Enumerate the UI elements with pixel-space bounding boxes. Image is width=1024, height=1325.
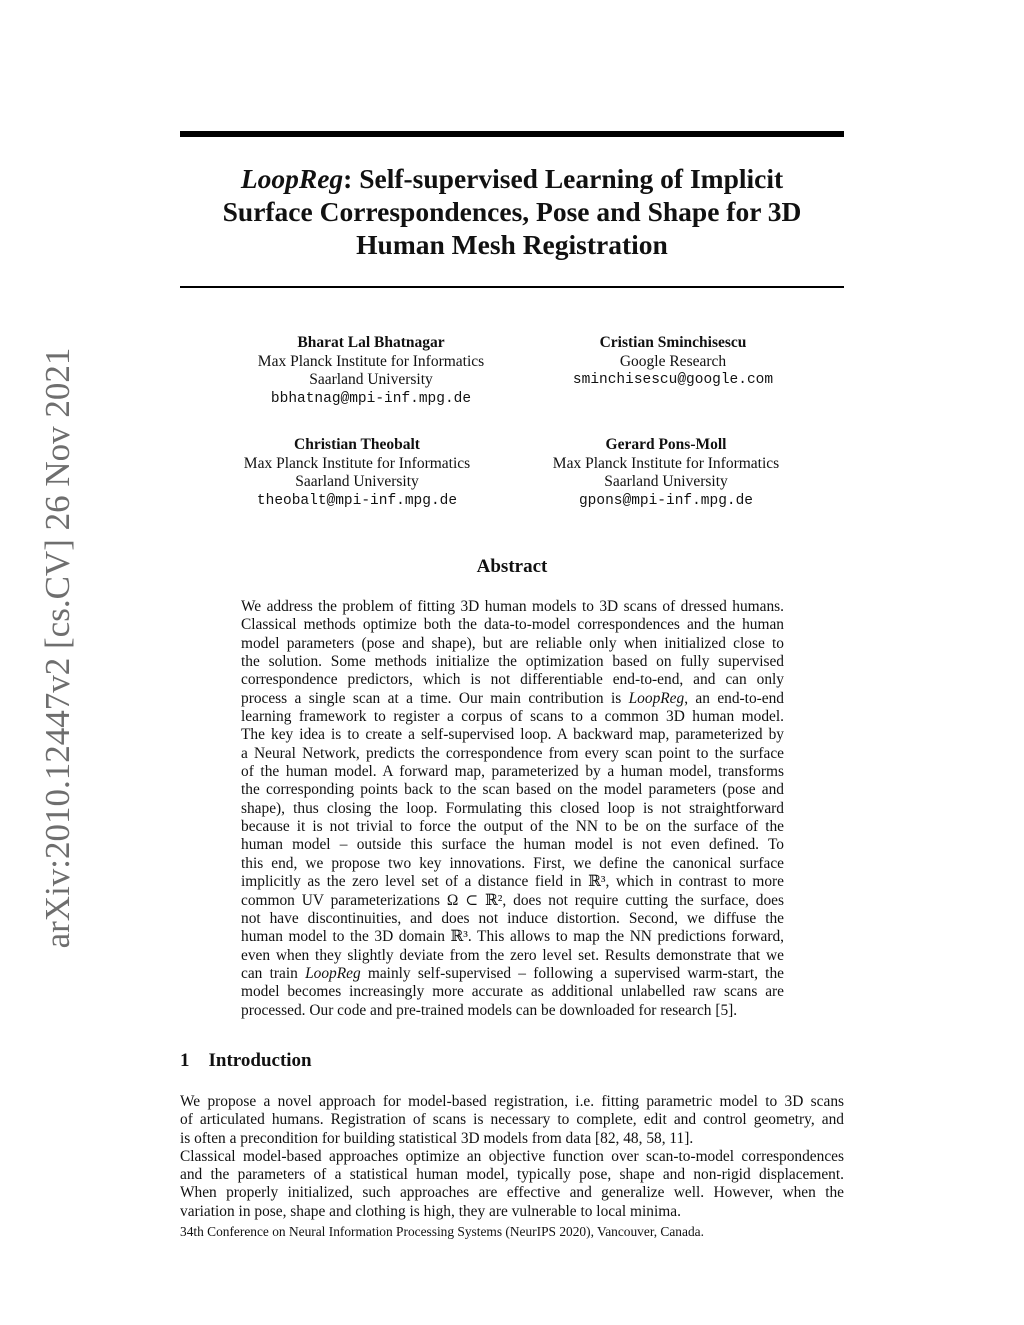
author-name: Cristian Sminchisescu [599, 334, 747, 351]
author-email: bbhatnag@mpi-inf.mpg.de [270, 390, 472, 407]
title-line-1-rest: : Self-supervised Learning of Implicit [343, 163, 784, 194]
abstract-line: shape), thus closing the loop. Formulating this closed loop is not straightforward [241, 799, 784, 817]
abstract-line: the corresponding points back to the scan based on the model parameters (pose and [241, 781, 784, 799]
conference-footnote: 34th Conference on Neural Information Processing Systems (NeurIPS 2020), Vancouver, Canada. [180, 1224, 704, 1239]
intro-line: Classical model-based approaches optimize an objective function over scan-to-model correspondences [180, 1147, 844, 1165]
intro-line: When properly initialized, such approaches are effective and generalize well. However, when the [180, 1184, 844, 1202]
abstract-text: , an end-to-end [684, 689, 784, 707]
abstract-body [241, 598, 784, 1020]
abstract-line: model parameters (pose and shape), but are reliable only when initialized close to [241, 634, 784, 652]
author-affiliation: Saarland University [309, 371, 433, 388]
abstract-line [241, 892, 784, 910]
abstract-line: The key idea is to create a self-supervised loop. A backward map, parameterized by [241, 726, 784, 744]
abstract-text: process a single scan at a time. Our main contribution is [241, 689, 622, 707]
abstract-line [241, 873, 784, 891]
abstract-line: model becomes increasingly more accurate as additional unlabelled raw scans are [241, 983, 784, 1001]
abstract-line [241, 928, 784, 946]
author-email: gpons@mpi-inf.mpg.de [578, 492, 754, 509]
math-expression: ℝ³ [588, 873, 606, 891]
author-affiliation: Max Planck Institute for Informatics [552, 454, 780, 472]
title-line-3: Human Mesh Registration [356, 229, 668, 260]
arxiv-identifier: arXiv:2010.12447v2 [cs.CV] 26 Nov 2021 [38, 347, 77, 949]
author-name: Gerard Pons-Moll [605, 436, 727, 453]
abstract-text: , which in contrast to more [605, 873, 784, 891]
abstract-line [241, 690, 784, 708]
intro-line: variation in pose, shape and clothing is high, they are vulnerable to local minima. [180, 1202, 681, 1220]
abstract-line: of the human model. A forward map, parameterized by a human model, transforms [241, 763, 784, 781]
author-name: Bharat Lal Bhatnagar [297, 334, 445, 351]
section-number: 1 [180, 1050, 190, 1071]
abstract-line: correspondence predictors, which is not differentiable end-to-end, and can only [241, 671, 784, 689]
abstract-line: not have discontinuities, and does not induce distortion. Second, we diffuse the [241, 909, 784, 927]
abstract-line: learning framework to register a corpus of scans to a common 3D human model. [241, 708, 784, 726]
intro-line: of articulated humans. Registration of scans is necessary to complete, edit and control geometry, and [180, 1111, 844, 1129]
title-line-1 [180, 162, 844, 195]
method-name: LoopReg [628, 689, 685, 707]
title-line-2: Surface Correspondences, Pose and Shape for 3D [222, 196, 802, 227]
author-name: Christian Theobalt [294, 436, 420, 453]
title-top-rule [180, 131, 844, 137]
abstract-heading: Abstract [476, 556, 548, 577]
paper-title [180, 162, 844, 261]
author-email: sminchisescu@google.com [572, 372, 774, 388]
introduction-body [180, 1093, 844, 1221]
abstract-line: a Neural Network, predicts the correspondence from every scan point to the surface [241, 744, 784, 762]
abstract-text: human model to the 3D domain [241, 928, 445, 946]
math-expression: ℝ³ [450, 928, 468, 946]
abstract-line [241, 965, 784, 983]
abstract-line: Classical methods optimize both the data-to-model correspondences and the human [241, 616, 784, 634]
title-method-name: LoopReg [240, 163, 344, 194]
author-affiliation: Saarland University [604, 473, 728, 490]
author-affiliation: Google Research [619, 352, 727, 370]
math-expression: Ω ⊂ ℝ² [446, 891, 503, 909]
author-affiliation: Max Planck Institute for Informatics [243, 454, 471, 472]
abstract-line: this end, we propose two key innovations. First, we define the canonical surface [241, 854, 784, 872]
author-block-4 [501, 436, 831, 510]
intro-line: is often a precondition for building statistical 3D models from data [82, 48, 58, 11]. [180, 1129, 694, 1147]
section-title: Introduction [208, 1050, 312, 1071]
abstract-line: processed. Our code and pre-trained models can be downloaded for research [5]. [241, 1001, 738, 1019]
author-block-3 [192, 436, 522, 510]
author-block-1 [206, 334, 536, 408]
abstract-text: implicitly as the zero level set of a distance field in [241, 873, 582, 891]
intro-line: and the parameters of a statistical human model, typically pose, shape and non-rigid displacement. [180, 1166, 844, 1184]
author-email: theobalt@mpi-inf.mpg.de [256, 492, 458, 509]
abstract-line: the solution. Some methods initialize the optimization based on fully supervised [241, 653, 784, 671]
abstract-text: . This allows to map the NN predictions forward, [467, 928, 784, 946]
abstract-text: common UV parameterizations [241, 891, 440, 909]
abstract-line: because it is not trivial to force the output of the NN to be on the surface of the [241, 818, 784, 836]
title-bottom-rule [180, 286, 844, 288]
abstract-line: We address the problem of fitting 3D human models to 3D scans of dressed humans. [241, 598, 784, 615]
abstract-text: can train [241, 964, 298, 982]
author-block-2 [508, 334, 838, 390]
method-name: LoopReg [305, 964, 361, 982]
intro-line: We propose a novel approach for model-based registration, i.e. fitting parametric model to 3D scans [180, 1093, 844, 1110]
abstract-text: mainly self-supervised – following a supervised warm-start, the [360, 964, 784, 982]
abstract-text: , does not require cutting the surface, does [502, 891, 784, 909]
section-heading-introduction [180, 1050, 312, 1072]
abstract-line: even when they slightly deviate from the zero level set. Results demonstrate that we [241, 946, 784, 964]
abstract-line: human model – outside this surface the human model is not even defined. To [241, 836, 784, 854]
author-affiliation: Saarland University [295, 473, 419, 490]
author-affiliation: Max Planck Institute for Informatics [257, 352, 485, 370]
